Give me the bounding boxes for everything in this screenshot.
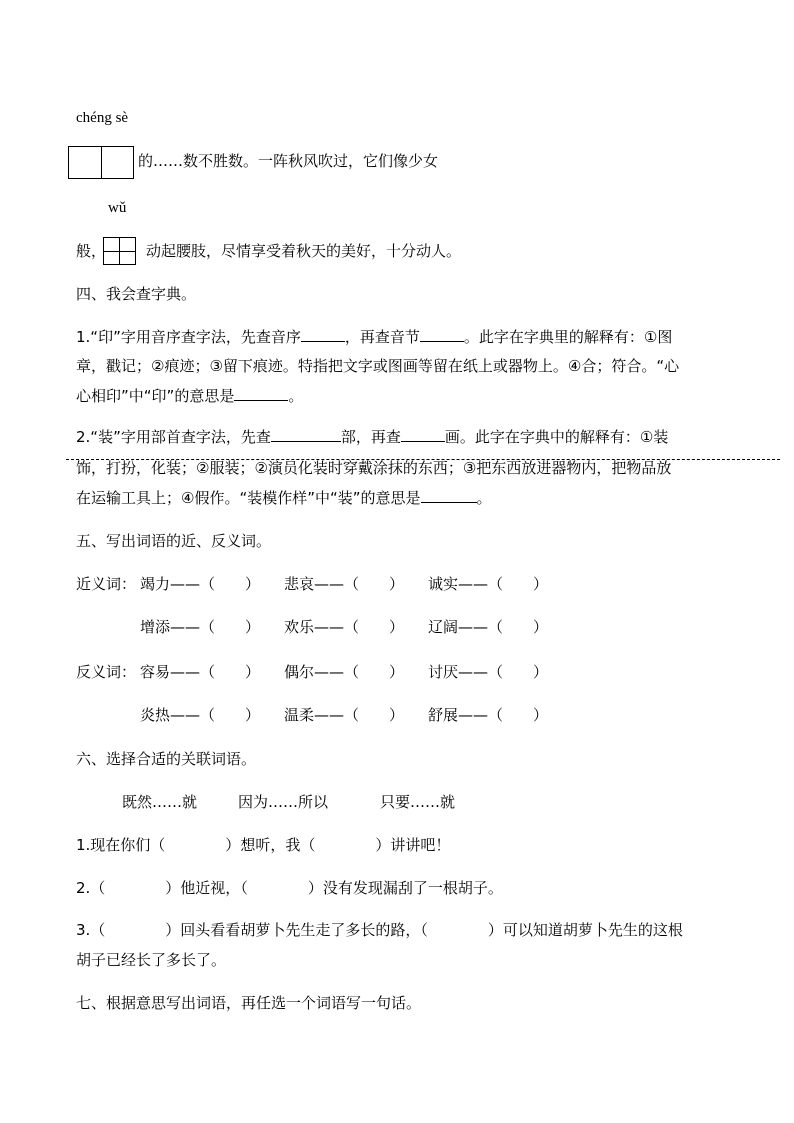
section-6-q1[interactable]: 1.现在你们（ ）想听，我（ ）讲讲吧！ <box>76 836 451 854</box>
q1-text-b: ，再查音节 <box>344 328 420 346</box>
section-5-title: 五、写出词语的近、反义词。 <box>76 532 272 550</box>
q2-text-line3b: 。 <box>476 489 492 507</box>
ant-row2-item3[interactable]: 舒展——（ ） <box>428 706 549 724</box>
section-4-q2-line1 <box>76 427 668 447</box>
syn-row1-item3[interactable]: 诚实——（ ） <box>428 575 549 593</box>
section-4-q2-line3 <box>76 488 492 508</box>
q1-blank-meaning[interactable] <box>234 386 288 401</box>
ant-row1-item3[interactable]: 讨厌——（ ） <box>428 663 549 681</box>
writing-box-wu[interactable] <box>103 237 136 265</box>
syn-row1-item1[interactable]: 竭力——（ ） <box>140 575 261 593</box>
q2-blank-bushou[interactable] <box>271 427 341 442</box>
ant-row1-item2[interactable]: 偶尔——（ ） <box>284 663 405 681</box>
text-line-2: 动起腰肢，尽情享受着秋天的美好，十分动人。 <box>146 242 462 260</box>
q1-text-a: 1.“印”字用音序查字法，先查音序 <box>76 328 301 346</box>
q2-blank-meaning[interactable] <box>421 488 477 503</box>
syn-row2-item3[interactable]: 辽阔——（ ） <box>428 618 549 636</box>
q2-text-a: 2.“装”字用部首查字法，先查 <box>76 428 271 446</box>
q2-text-line3a: 在运输工具上；④假作。“装模作样”中“装”的意思是 <box>76 489 421 507</box>
pinyin-chengse: chéng sè <box>76 110 129 126</box>
section-6-q3-line2: 胡子已经长了多长了。 <box>76 951 227 969</box>
q2-blank-bihua[interactable] <box>401 427 445 442</box>
section-4-title: 四、我会查字典。 <box>76 285 197 303</box>
text-line-1: 的……数不胜数。一阵秋风吹过，它们像少女 <box>138 152 439 170</box>
q1-blank-yinxu[interactable] <box>301 327 345 342</box>
antonym-label: 反义词： <box>76 663 137 681</box>
q2-text-b: 部，再查 <box>340 428 401 446</box>
q1-text-line3b: 。 <box>288 387 304 405</box>
section-7-title: 七、根据意思写出词语，再任选一个词语写一句话。 <box>76 994 422 1012</box>
pinyin-wu: wǔ <box>108 200 127 216</box>
section-6-title: 六、选择合适的关联词语。 <box>76 750 257 768</box>
synonym-label: 近义词： <box>76 575 137 593</box>
text-line-2-prefix: 般， <box>76 242 107 260</box>
section-6-q3-line1[interactable]: 3.（ ）回头看看胡萝卜先生走了多长的路，（ ）可以知道胡萝卜先生的这根 <box>76 921 683 939</box>
section-4-q1-line3 <box>76 386 303 406</box>
section-4-q2-line2: 饰，打扮，化装；②服装；②演员化装时穿戴涂抹的东西；③把东西放进器物内，把物品放 <box>76 459 672 477</box>
conj-option-1: 既然……就 <box>122 793 198 811</box>
q1-text-c: 。此字在字典里的解释有：①图 <box>463 328 673 346</box>
ant-row2-item2[interactable]: 温柔——（ ） <box>284 706 405 724</box>
syn-row2-item1[interactable]: 增添——（ ） <box>140 618 261 636</box>
section-6-q2[interactable]: 2.（ ）他近视，（ ）没有发现漏刮了一根胡子。 <box>76 879 503 897</box>
conj-option-3: 只要……就 <box>380 793 456 811</box>
writing-box-horizontal-guide <box>104 251 135 252</box>
ant-row1-item1[interactable]: 容易——（ ） <box>140 663 261 681</box>
section-4-q1-line1 <box>76 327 672 347</box>
writing-box-divider <box>101 147 102 178</box>
q1-text-line3a: 心相印”中“印”的意思是 <box>76 387 235 405</box>
syn-row1-item2[interactable]: 悲哀——（ ） <box>284 575 405 593</box>
writing-box-chengse[interactable] <box>68 146 134 179</box>
ant-row2-item1[interactable]: 炎热——（ ） <box>140 706 261 724</box>
q2-text-c: 画。此字在字典中的解释有：①装 <box>444 428 669 446</box>
section-4-q1-line2: 章，戳记；②痕迹；③留下痕迹。特指把文字或图画等留在纸上或器物上。④合；符合。“心 <box>76 357 680 375</box>
conj-option-2: 因为……所以 <box>238 793 329 811</box>
syn-row2-item2[interactable]: 欢乐——（ ） <box>284 618 405 636</box>
q1-blank-yinjie[interactable] <box>420 327 464 342</box>
